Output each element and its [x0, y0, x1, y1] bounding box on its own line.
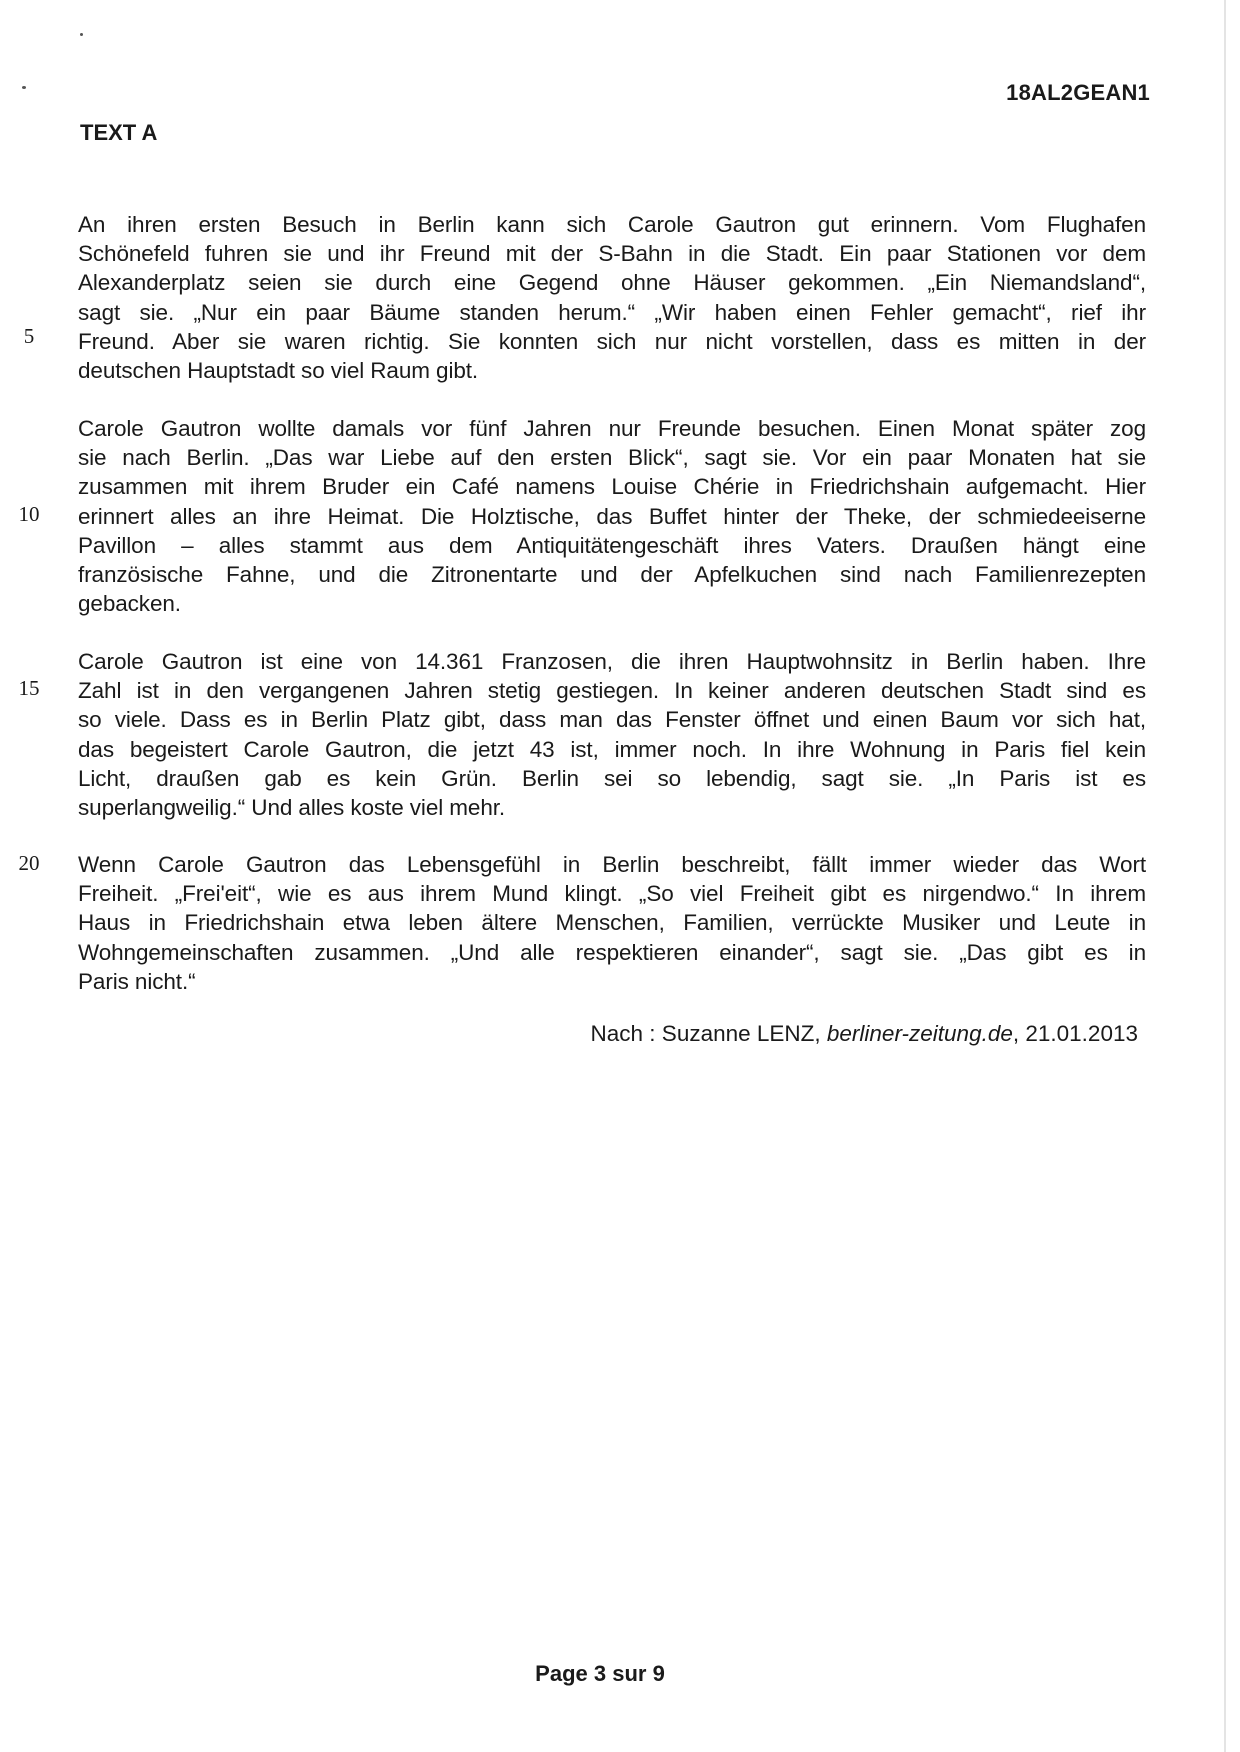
text-line: deutschen Hauptstadt so viel Raum gibt. [78, 357, 479, 383]
text-line: Carole Gautron ist eine von 14.361 Franzosen, die ihren Hauptwohnsitz in Berlin haben. Ihre [78, 649, 1146, 674]
text-line: Carole Gautron wollte damals vor fünf Jahren nur Freunde besuchen. Einen Monat später zog [78, 416, 1146, 441]
scan-speck [22, 86, 26, 89]
text-line: so viele. Dass es in Berlin Platz gibt, dass man das Fenster öffnet und einen Baum vor sich hat, [78, 707, 1146, 733]
paragraph-3 [78, 647, 1146, 822]
text-line: sie nach Berlin. „Das war Liebe auf den ersten Blick“, sagt sie. Vor ein paar Monaten hat sie [78, 445, 1146, 471]
text-line: Alexanderplatz seien sie durch eine Gegend ohne Häuser gekommen. „Ein Niemandsland“, [78, 270, 1146, 296]
paragraph-1 [78, 210, 1146, 385]
text-line: Wenn Carole Gautron das Lebensgefühl in Berlin beschreibt, fällt immer wieder das Wort [78, 852, 1146, 877]
text-line: Freund. Aber sie waren richtig. Sie konnten sich nur nicht vorstellen, dass es mitten in der [78, 328, 1146, 354]
citation-author: Nach : Suzanne LENZ, [590, 1021, 827, 1046]
line-number-20: 20 [18, 851, 40, 875]
citation-site: berliner-zeitung.de [826, 1021, 1013, 1046]
text-line: Zahl ist in den vergangenen Jahren stetig gestiegen. In keiner anderen deutschen Stadt sind es [78, 678, 1146, 704]
text-line: superlangweilig.“ Und alles koste viel mehr. [78, 794, 506, 820]
paragraph-4 [78, 850, 1146, 996]
text-line: Wohngemeinschaften zusammen. „Und alle respektieren einander“, sagt sie. „Das gibt es in [78, 939, 1146, 965]
line-number-5: 5 [23, 324, 35, 348]
line-number-15: 15 [18, 676, 40, 700]
source-citation [591, 1021, 1138, 1047]
text-line: Haus in Friedrichshain etwa leben ältere Menschen, Familien, verrückte Musiker und Leute in [78, 910, 1146, 936]
text-line: Freiheit. „Frei'eit“, wie es aus ihrem Mund klingt. „So viel Freiheit gibt es nirgendwo.“ In ihrem [78, 881, 1146, 907]
text-line: Schönefeld fuhren sie und ihr Freund mit der S-Bahn in die Stadt. Ein paar Stationen vor dem [78, 241, 1146, 267]
text-line: sagt sie. „Nur ein paar Bäume standen herum.“ „Wir haben einen Fehler gemacht“, rief ihr [78, 299, 1146, 325]
page-number: Page 3 sur 9 [535, 1661, 665, 1686]
text-line: zusammen mit ihrem Bruder ein Café namens Louise Chérie in Friedrichshain aufgemacht. Hier [78, 474, 1146, 500]
paragraph-2 [78, 414, 1146, 618]
text-line: erinnert alles an ihre Heimat. Die Holztische, das Buffet hinter der Theke, der schmiedeeiserne [78, 503, 1146, 529]
text-line: französische Fahne, und die Zitronentarte und der Apfelkuchen sind nach Familienrezepten [78, 561, 1146, 587]
scan-speck [80, 33, 83, 36]
document-code: 18AL2GEAN1 [1006, 80, 1150, 105]
text-line: gebacken. [78, 591, 181, 617]
text-line: Paris nicht.“ [78, 968, 196, 994]
text-line: das begeistert Carole Gautron, die jetzt 43 ist, immer noch. In ihre Wohnung in Paris fiel kein [78, 736, 1146, 762]
page-edge [1224, 0, 1226, 1752]
text-line: An ihren ersten Besuch in Berlin kann sich Carole Gautron gut erinnern. Vom Flughafen [78, 212, 1146, 237]
line-number-10: 10 [18, 502, 40, 526]
citation-date: , 21.01.2013 [1012, 1021, 1138, 1046]
text-line: Licht, draußen gab es kein Grün. Berlin sei so lebendig, sagt sie. „In Paris ist es [78, 765, 1146, 791]
text-heading: TEXT A [80, 120, 158, 145]
text-line: Pavillon – alles stammt aus dem Antiquitätengeschäft ihres Vaters. Draußen hängt eine [78, 532, 1146, 558]
